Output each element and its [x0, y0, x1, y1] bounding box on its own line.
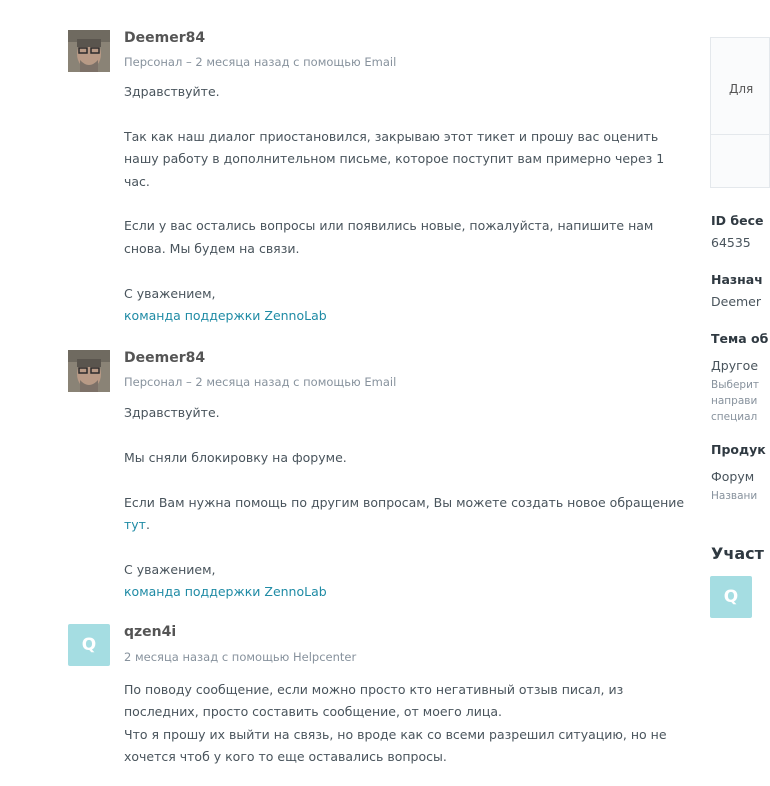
comment-paragraph: Здравствуйте.: [124, 84, 220, 99]
comment-paragraph: Если у вас остались вопросы или появились новые, пожалуйста, напишите нам снова. Мы будем на связи.: [124, 218, 654, 256]
comment-paragraph: Так как наш диалог приостановился, закрываю этот тикет и прошу вас оценить нашу работу в дополнительном письме, которое поступит вам примерно через 1 час.: [124, 128, 665, 189]
hint-line: направи: [711, 395, 758, 407]
comment-body: [124, 402, 689, 604]
topic-label: Тема об: [711, 331, 769, 346]
comment-meta: Персонал – 2 месяца назад с помощью Email: [124, 375, 397, 389]
topic-value: Другое: [711, 358, 759, 373]
paragraph-text: Если Вам нужна помощь по другим вопросам, Вы можете создать новое обращение: [124, 494, 685, 510]
participants-heading: Участ: [711, 544, 764, 563]
signature-link[interactable]: команда поддержки ZennoLab: [124, 308, 327, 324]
product-value: Форум: [711, 469, 755, 484]
comment-paragraph: Мы сняли блокировку на форуме.: [124, 449, 347, 465]
comment-meta: 2 месяца назад с помощью Helpcenter: [124, 650, 357, 664]
comment-body: [124, 81, 689, 327]
hint-line: Выберит: [711, 379, 760, 391]
signature-link[interactable]: команда поддержки ZennoLab: [124, 584, 327, 600]
comment-paragraph: С уважением,: [124, 285, 216, 301]
comment-body: [124, 679, 689, 769]
assignee-value: Deemer: [711, 294, 762, 309]
comment-meta: Персонал – 2 месяца назад с помощью Email: [124, 55, 397, 69]
comment-paragraph: С уважением,: [124, 561, 216, 577]
comment-paragraph: Здравствуйте.: [124, 405, 220, 420]
comment-paragraph: [124, 492, 689, 537]
request-info-box: [710, 37, 770, 188]
request-id-label: ID бесе: [711, 213, 764, 228]
request-info-text: Для: [729, 82, 754, 96]
user-avatar[interactable]: Q: [68, 624, 110, 666]
participant-avatar[interactable]: Q: [710, 576, 752, 618]
product-label: Продук: [711, 442, 766, 457]
comment-author: Deemer84: [124, 30, 206, 46]
divider: [711, 134, 769, 135]
comment-paragraph: По поводу сообщение, если можно просто кто негативный отзыв писал, из последних, просто составить сообщение, от моего лица.: [124, 682, 624, 720]
request-id-value: 64535: [711, 235, 751, 250]
hint-line: специал: [711, 411, 758, 423]
user-avatar[interactable]: [68, 350, 110, 392]
comment-paragraph: Что я прошу их выйти на связь, но вроде как со всеми разрешил ситуацию, но не хочется чтоб у кого то еще оставались вопросы.: [124, 726, 667, 765]
paragraph-text: .: [145, 517, 150, 532]
topic-hint: [711, 377, 759, 425]
comment-author: Deemer84: [124, 350, 206, 366]
user-avatar[interactable]: [68, 30, 110, 72]
product-hint: Названи: [711, 490, 758, 502]
assignee-label: Назнач: [711, 272, 763, 287]
new-request-link[interactable]: тут: [124, 517, 146, 532]
comment-author: qzen4i: [124, 624, 177, 640]
